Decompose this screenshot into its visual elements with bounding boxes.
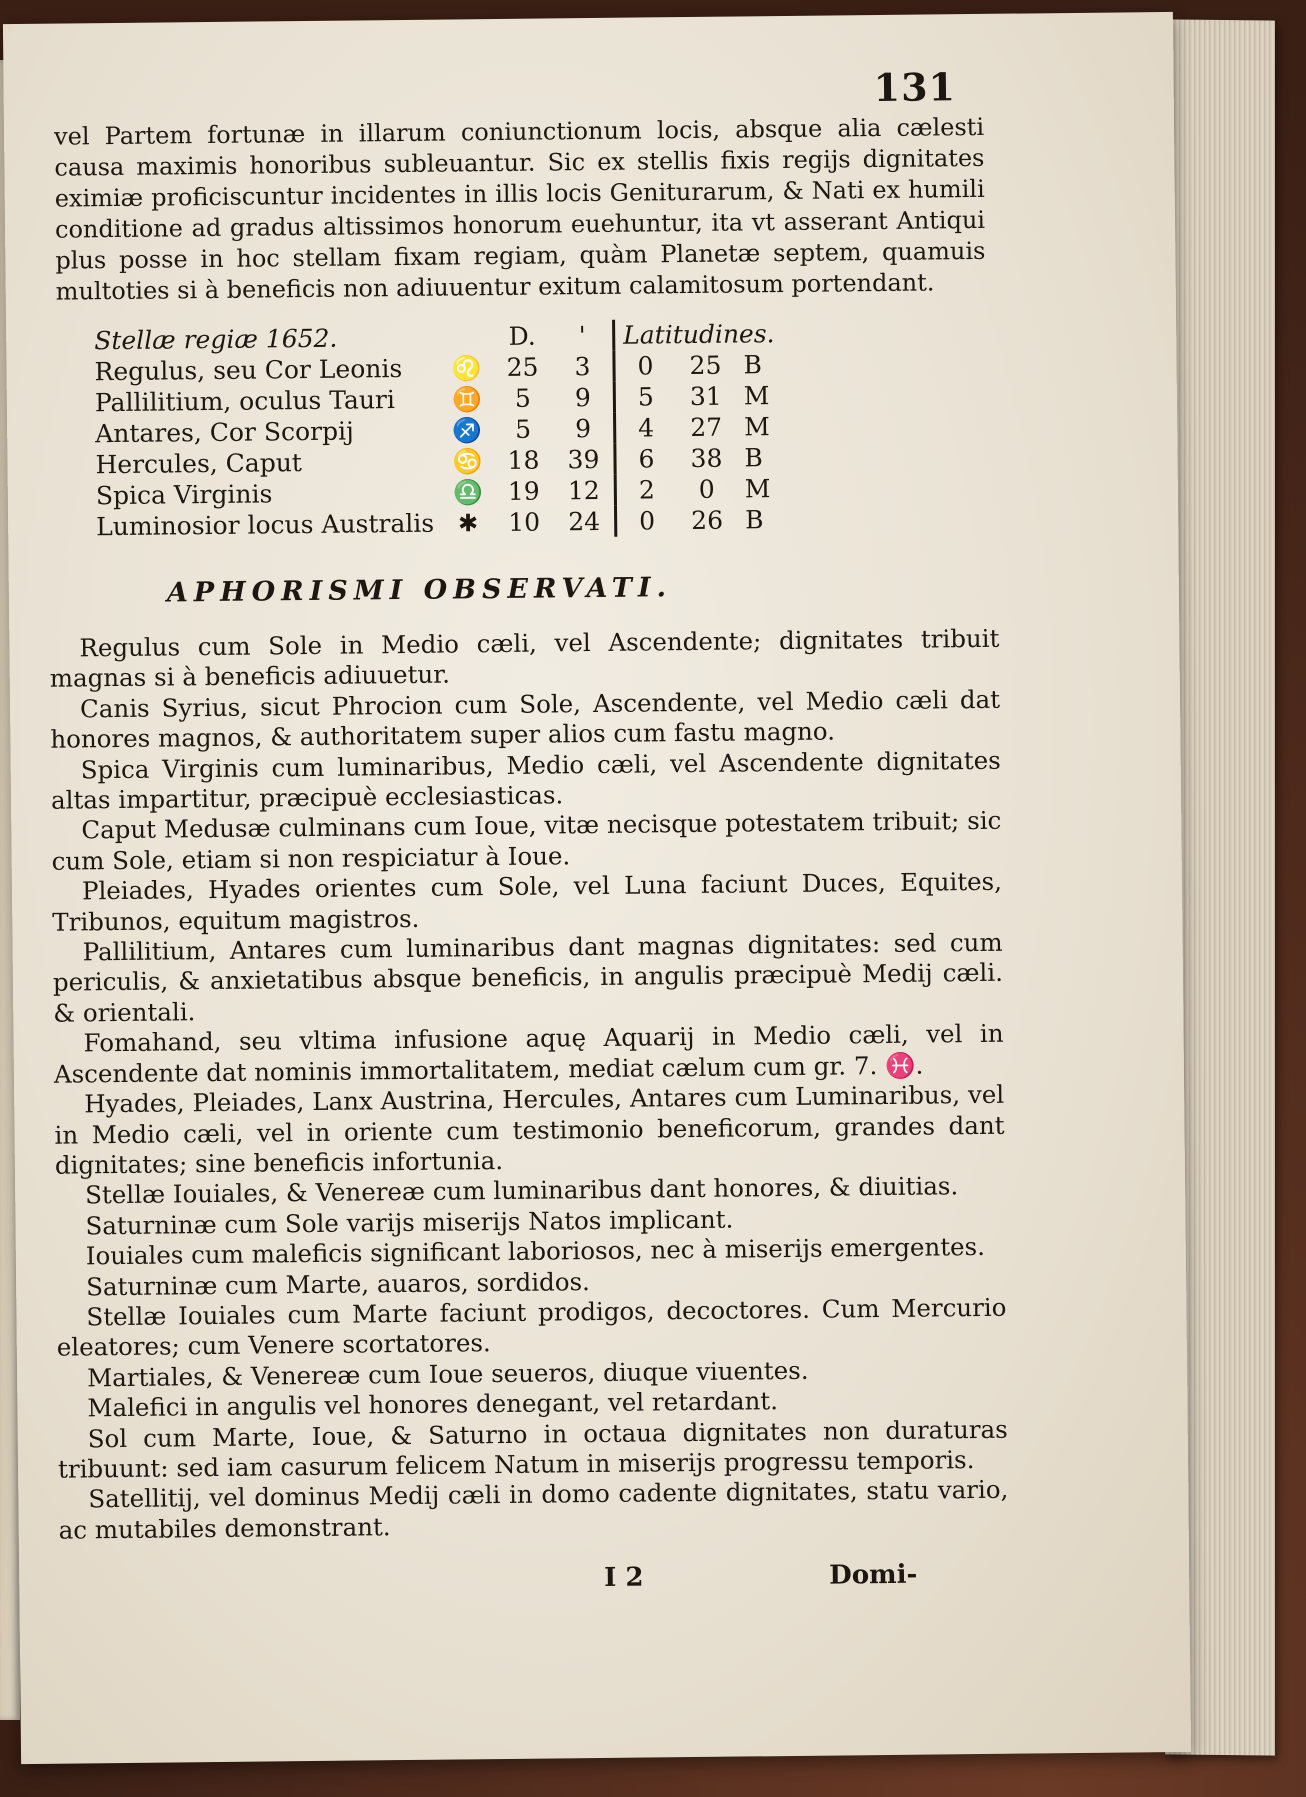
longitude-degrees: 10 [508, 507, 541, 537]
gemini-sign-icon: ♊ [451, 384, 482, 413]
longitude-degrees: 5 [514, 383, 531, 413]
aphorism-paragraph: Pallilitium, Antares cum luminaribus dant magnas dignitates: sed cum periculis, & anxietatibus absque beneficis, in angulis præcipuè Medij cæli. & orientali. [52, 927, 1004, 1028]
latitude-minutes: 26 [691, 505, 724, 535]
latitude-minutes: 38 [690, 443, 723, 473]
star-name: Regulus, seu Cor Leonis [94, 354, 403, 387]
aphorism-paragraph: Hyades, Pleiades, Lanx Austrina, Hercules, Antares cum Luminaribus, vel in Medio cæli, vel in oriente cum testimonio beneficorum, grandes dant dignitates; sine beneficis infortunia. [54, 1079, 1005, 1180]
aphorisms-list [49, 624, 1009, 1546]
aphorism-paragraph: Saturninæ cum Sole varijs miserijs Natos implicant. [85, 1204, 734, 1241]
aphorism-paragraph: Iouiales cum maleficis significant laboriosos, nec à miserijs emergentes. [85, 1232, 986, 1271]
latitude-degrees: 4 [614, 412, 676, 444]
longitude-degrees: 19 [507, 476, 540, 506]
latitude-direction: B [744, 443, 763, 473]
latitude-minutes: 27 [690, 412, 723, 442]
latitude-degrees: 2 [615, 474, 677, 506]
latitude-minutes: 0 [698, 474, 715, 504]
signature-mark: I 2 [604, 1562, 644, 1593]
aphorism-paragraph: Canis Syrius, sicut Phrocion cum Sole, Ascendente, vel Medio cæli dat honores magnos, & authoritatem super alios cum fastu magno. [50, 684, 1001, 754]
royal-stars-table [94, 318, 789, 542]
longitude-minutes: 39 [567, 444, 600, 475]
latitude-direction: M [744, 474, 771, 504]
header-degrees: D. [508, 321, 536, 351]
aphorism-paragraph: Saturninæ cum Marte, auaros, sordidos. [85, 1266, 591, 1301]
sagittarius-sign-icon: ♐ [452, 415, 483, 444]
header-latitudes: Latitudines. [614, 318, 788, 351]
latitude-direction: B [744, 505, 764, 535]
page-content [43, 54, 1009, 1593]
table-row [96, 504, 789, 542]
latitude-degrees: 6 [615, 443, 677, 475]
aphorism-paragraph: Sol cum Marte, Ioue, & Saturno in octaua dignitates non duraturas tribuunt: sed iam casurum felicem Natum in miserijs progressu temporis. [57, 1414, 1008, 1484]
aphorism-paragraph: Malefici in angulis vel honores denegant, vel retardant. [87, 1386, 779, 1423]
aphorism-paragraph: Spica Virginis cum luminaribus, Medio cæli, vel Ascendente dignitates altas impartitur, præcipuè ecclesiasticas. [50, 745, 1001, 815]
latitude-minutes: 25 [689, 350, 722, 381]
section-title: APHORISMI OBSERVATI. [166, 572, 673, 609]
book-page [3, 12, 1191, 1764]
intro-paragraph: vel Partem fortunæ in illarum coniunctionum locis, absque alia cælesti causa maximis honoribus subleuantur. Sic ex stellis fixis regijs dignitates eximiæ proficiscuntur incidentes in illis locis Geniturarum, & Nati ex humili conditione ad gradus altissimos honorum euehuntur, ita vt asserant Antiqui plus posse in hoc stellam fixam regiam, quàm Planetæ septem, quamuis multoties si à beneficis non adiuuentur exitum calamitosum portendant. [53, 112, 986, 306]
aphorism-paragraph: Regulus cum Sole in Medio cæli, vel Ascendente; dignitates tribuit magnas si à beneficis adiuuetur. [49, 623, 1000, 694]
leo-sign-icon: ♌ [451, 353, 482, 382]
star-name: Hercules, Caput [95, 448, 303, 480]
aphorism-paragraph: Satellitij, vel dominus Medij cæli in domo cadente dignitates, statu vario, ac mutabiles demonstrant. [58, 1475, 1009, 1545]
longitude-minutes: 12 [567, 475, 600, 506]
catchword: Domi- [829, 1559, 918, 1591]
longitude-degrees: 25 [506, 352, 539, 382]
aphorism-paragraph: Caput Medusæ culminans cum Ioue, vitæ necisque potestatem tribuit; sic cum Sole, etiam si non respiciatur à Ioue. [51, 806, 1002, 876]
latitude-degrees: 5 [614, 381, 676, 413]
star-symbol-icon: ✱ [457, 508, 479, 537]
header-sign [440, 321, 492, 353]
header-stars: Stellæ regiæ 1652. [94, 323, 338, 356]
page-footer [59, 1559, 1009, 1593]
aphorism-paragraph: Stellæ Iouiales, & Venereæ cum luminaribus dant honores, & diuitias. [85, 1171, 959, 1210]
star-name: Antares, Cor Scorpij [95, 416, 354, 449]
longitude-minutes: 3 [574, 352, 591, 382]
longitude-minutes: 9 [574, 383, 591, 413]
longitude-degrees: 5 [515, 414, 532, 444]
latitude-degrees: 0 [615, 505, 677, 537]
longitude-degrees: 18 [507, 445, 540, 475]
latitude-direction: B [743, 350, 763, 380]
star-name: Spica Virginis [95, 479, 273, 511]
aphorism-paragraph: Martiales, & Venereæ cum Ioue seueros, diuque viuentes. [86, 1355, 809, 1393]
aphorism-paragraph: Fomahand, seu vltima infusione aquę Aquarij in Medio cæli, vel in Ascendente dat nominis immortalitatem, mediat cælum cum gr. 7. ♓. [53, 1019, 1004, 1089]
page-number: 131 [873, 64, 957, 111]
longitude-minutes: 24 [568, 506, 601, 537]
aphorism-paragraph: Stellæ Iouiales cum Marte faciunt prodigos, decoctores. Cum Mercurio eleatores; cum Venere scortatores. [56, 1292, 1007, 1363]
star-name: Pallilitium, oculus Tauri [94, 385, 396, 418]
header-minutes: ' [578, 321, 586, 351]
star-name: Luminosior locus Australis [96, 508, 435, 542]
latitude-degrees: 0 [614, 350, 676, 382]
latitude-direction: M [743, 412, 770, 442]
longitude-minutes: 9 [575, 414, 592, 444]
latitude-minutes: 31 [689, 381, 722, 411]
latitude-direction: M [743, 381, 770, 411]
cancer-sign-icon: ♋ [452, 446, 483, 475]
libra-sign-icon: ♎ [452, 477, 483, 506]
aphorism-paragraph: Pleiades, Hyades orientes cum Sole, vel Luna faciunt Duces, Equites, Tribunos, equitum magistros. [52, 867, 1003, 937]
